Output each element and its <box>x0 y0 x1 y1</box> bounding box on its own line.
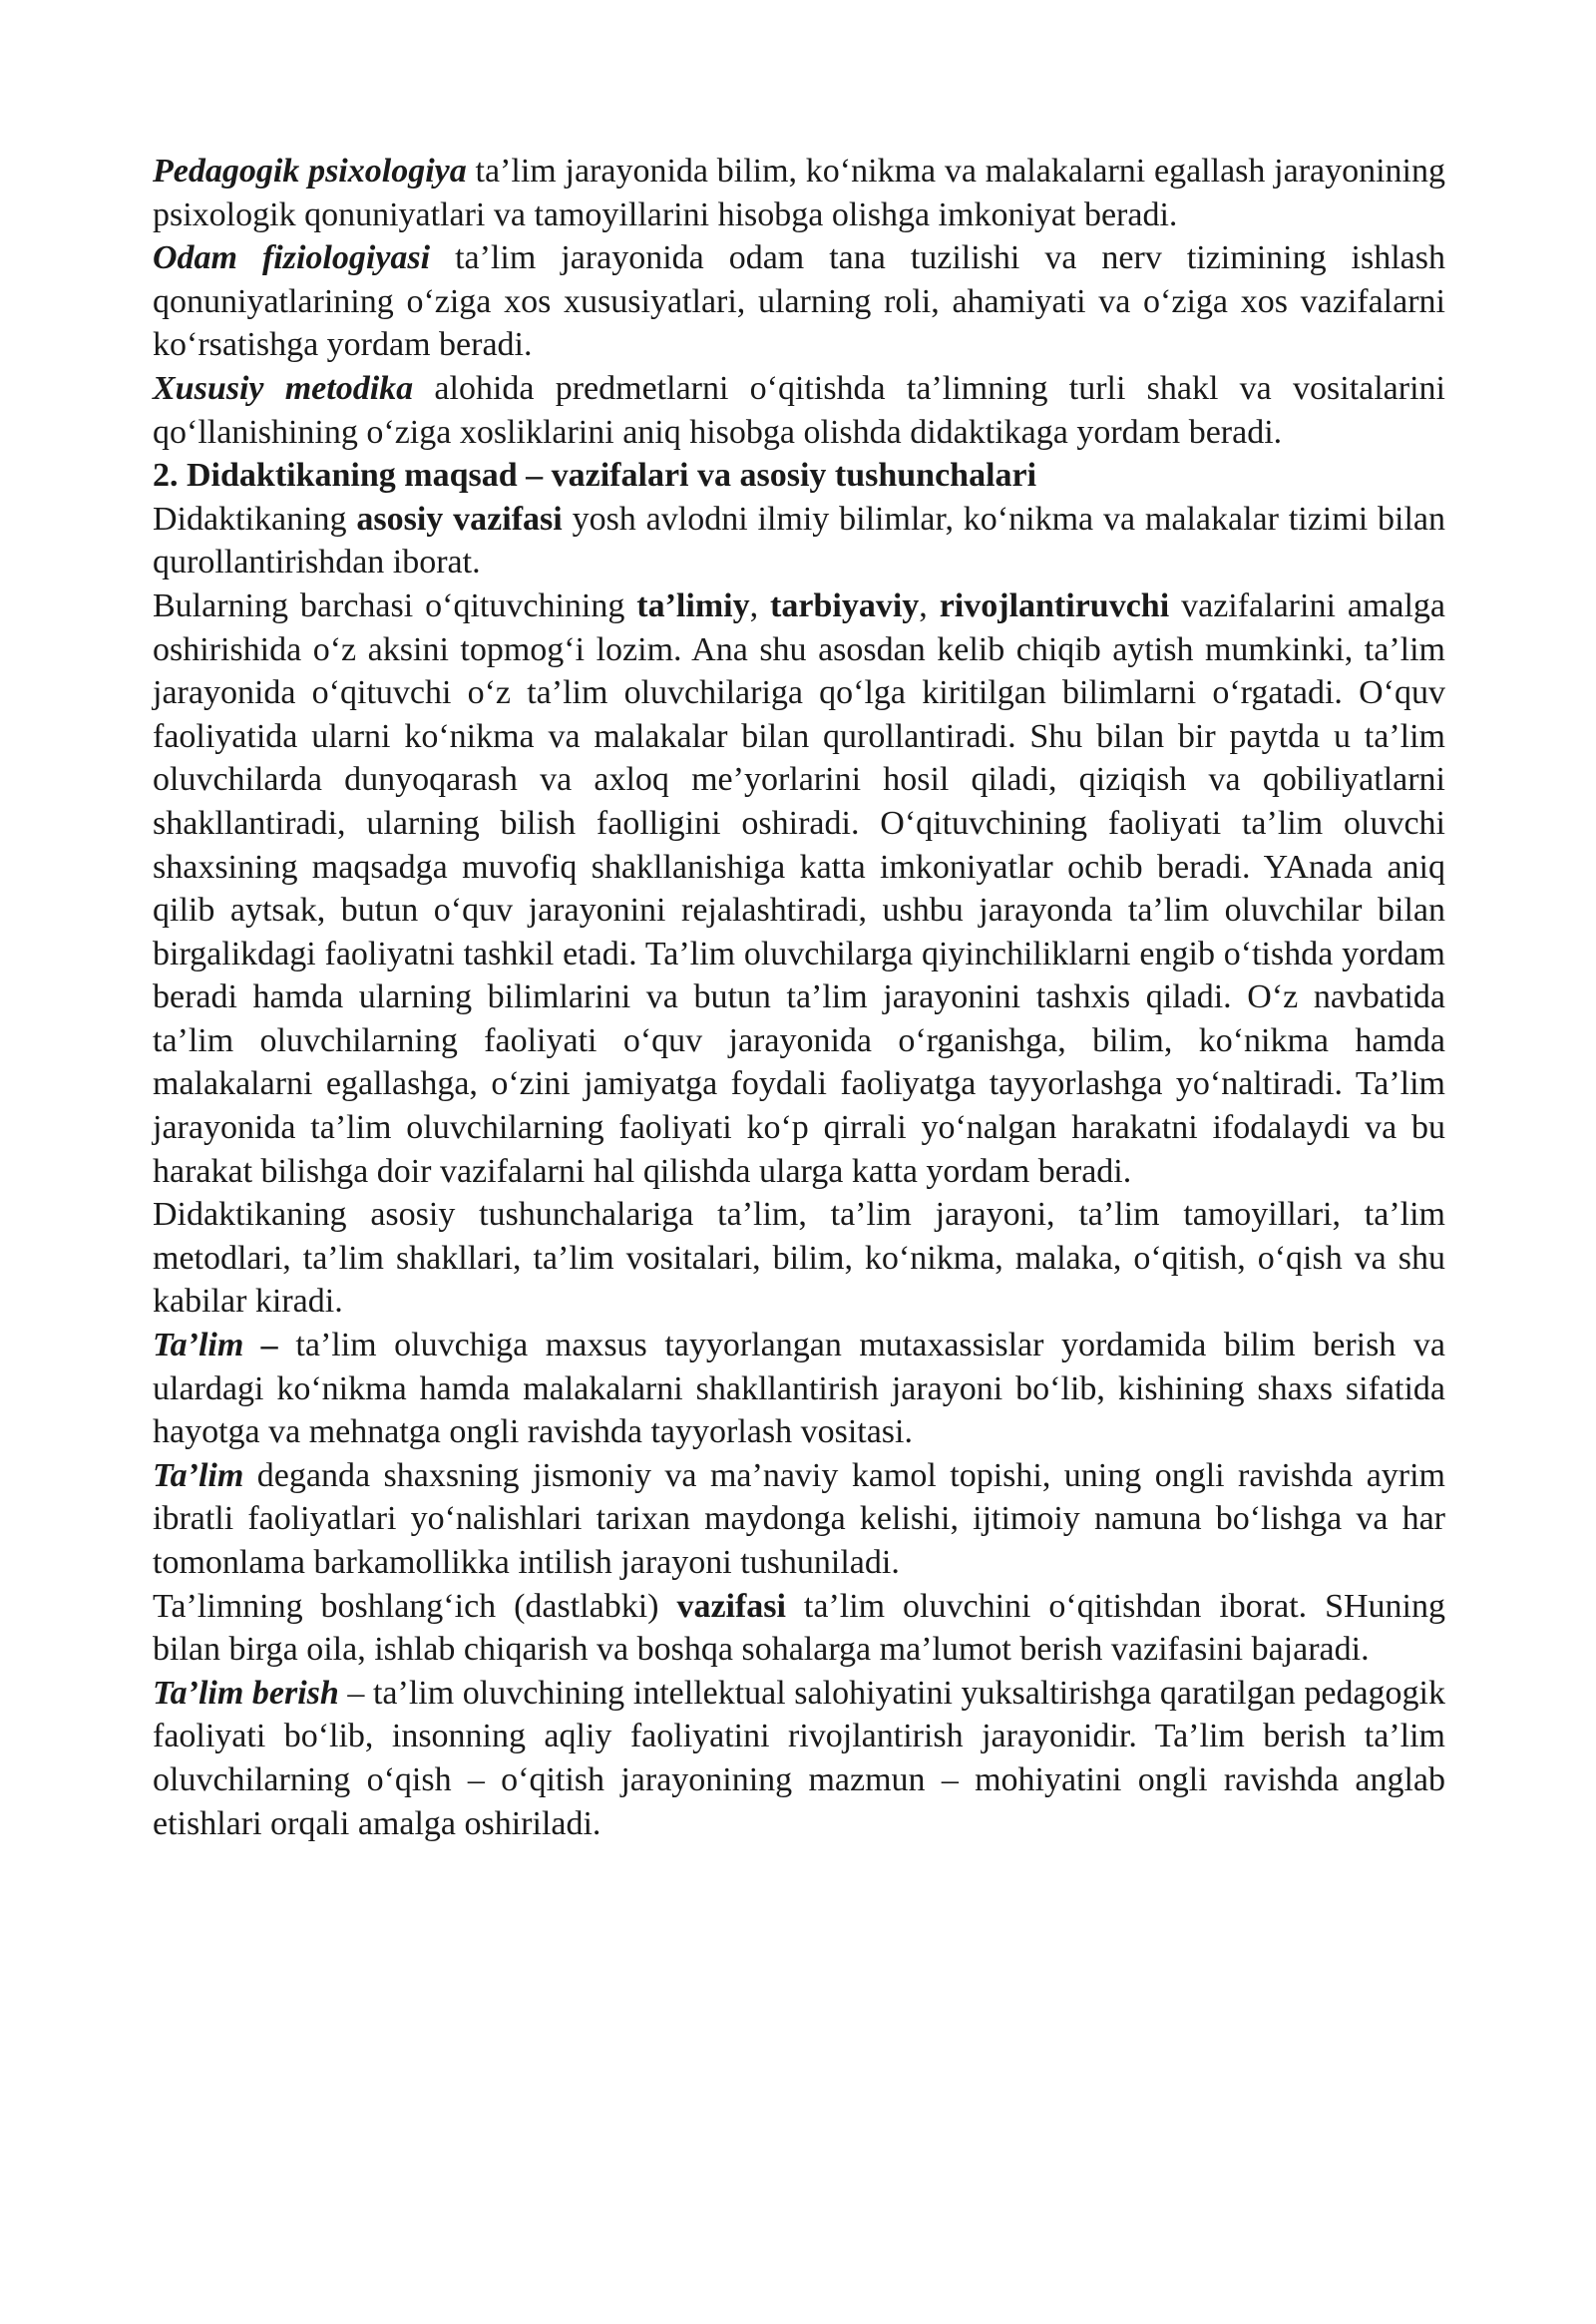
text-run: Ta’limning boshlang‘ich (dastlabki) <box>153 1587 677 1625</box>
text-run: Bularning barchasi o‘qituvchining <box>153 586 637 624</box>
term-emphasis: tarbiyaviy <box>770 586 920 624</box>
text-run: – ta’lim oluvchining intellektual salohiyatini yuksaltirishga qaratilgan pedagogik faoliyati bo‘lib, insonning aqliy faoliyatini rivojlantirish jarayonidir. Ta’lim berish ta’lim oluvchilarning o‘qish – o‘qitish jarayonining mazmun – mohiyatini ongli ravishda anglab etishlari orqali amalga oshiriladi. <box>153 1674 1446 1842</box>
text-run: Didaktikaning asosiy tushunchalariga ta’lim, ta’lim jarayoni, ta’lim tamoyillari, ta’lim metodlari, ta’lim shakllari, ta’lim vositalari, bilim, ko‘nikma, malaka, o‘qitish, o‘qish va shu kabilar kiradi. <box>153 1196 1445 1321</box>
paragraph-p8 <box>153 1454 1445 1585</box>
text-run: alohida predmetlarni o‘qitishda ta’limning turli shakl va vositalarini qo‘llanishining o‘ziga xosliklarini aniq hisobga olishda didaktikaga yordam beradi. <box>153 369 1445 451</box>
term-emphasis: vazifasi <box>676 1587 786 1625</box>
paragraph-p7 <box>153 1324 1445 1454</box>
document-page <box>153 150 1445 1845</box>
term-emphasis: Ta’lim <box>153 1456 244 1494</box>
text-run: vazifalarini amalga oshirishida o‘z aksini topmog‘i lozim. Ana shu asosdan kelib chiqib aytish mumkinki, ta’lim jarayonida o‘qituvchi o‘z ta’lim oluvchilariga qo‘lga kiritilgan bilimlarni o‘rgatadi. O‘quv faoliyatida ularni ko‘nikma va malakalar bilan qurollantiradi. Shu bilan bir paytda u ta’lim oluvchilarda dunyoqarash va axloq me’yorlarini hosil qiladi, qiziqish va qobiliyatlarni shakllantiradi, ularning bilish faolligini oshiradi. O‘qituvchining faoliyati ta’lim oluvchi shaxsining maqsadga muvofiq shakllanishiga katta imkoniyatlar ochib beradi. YAnada aniq qilib aytsak, butun o‘quv jarayonini rejalashtiradi, ushbu jarayonda ta’lim oluvchilar bilan birgalikdagi faoliyatni tashkil etadi. Ta’lim oluvchilarga qiyinchiliklarni engib o‘tishda yordam beradi hamda ularning bilimlarini va butun ta’lim jarayonini tashxis qiladi. O‘z navbatida ta’lim oluvchilarning faoliyati o‘quv jarayonida o‘rganishga, bilim, ko‘nikma hamda malakalarni egallashga, o‘zini jamiyatga foydali faoliyatga tayyorlashga yo‘naltiradi. Ta’lim jarayonida ta’lim oluvchilarning faoliyati ko‘p qirrali yo‘nalgan harakatni ifodalaydi va bu harakat bilishga doir vazifalarni hal qilishda ularga katta yordam beradi. <box>153 586 1445 1190</box>
text-run: ta’lim jarayonida bilim, ko‘nikma va malakalarni egallash jarayonining psixologik qonuniyatlari va tamoyillarini hisobga olishga imkoniyat beradi. <box>153 153 1446 233</box>
term-emphasis: rivojlantiruvchi <box>939 586 1170 624</box>
term-emphasis: ta’limiy <box>636 586 750 624</box>
paragraph-p3 <box>153 367 1445 454</box>
paragraph-p10 <box>153 1672 1445 1845</box>
term-emphasis: Odam fiziologiyasi <box>153 239 431 277</box>
paragraph-p9 <box>153 1585 1445 1672</box>
text-run: yosh avlodni ilmiy bilimlar, ko‘nikma va malakalar tizimi bilan qurollantirishdan iborat. <box>153 500 1445 581</box>
text-run: deganda shaxsning jismoniy va ma’naviy kamol topishi, uning ongli ravishda ayrim ibratli faoliyatlari yo‘nalishlari tarixan maydonga kelishi, ijtimoiy namuna bo‘lishga va har tomonlama barkamollikka intilish jarayoni tushuniladi. <box>153 1456 1445 1581</box>
paragraph-p5 <box>153 584 1445 1193</box>
text-run: Didaktikaning <box>153 500 357 538</box>
term-emphasis: Pedagogik psixologiya <box>153 153 467 190</box>
text-run: , <box>749 586 771 624</box>
text-run: , <box>919 586 940 624</box>
term-emphasis: Xususiy metodika <box>153 369 414 407</box>
term-emphasis: Ta’lim berish <box>153 1674 339 1712</box>
paragraph-p2 <box>153 236 1445 367</box>
section-heading <box>153 454 1445 498</box>
term-emphasis: asosiy vazifasi <box>356 500 563 538</box>
term-emphasis: Ta’lim – <box>153 1327 278 1364</box>
text-run: ta’lim jarayonida odam tana tuzilishi va nerv tizimining ishlash qonuniyatlarining o‘ziga xos xususiyatlari, ularning roli, ahamiyati va o‘ziga xos vazifalarni ko‘rsatishga yordam beradi. <box>153 239 1446 364</box>
text-run: ta’lim oluvchini o‘qitishdan iborat. SHuning bilan birga oila, ishlab chiqarish va boshqa sohalarga ma’lumot berish vazifasini bajaradi. <box>153 1587 1445 1669</box>
paragraph-p1 <box>153 150 1445 236</box>
text-run: ta’lim oluvchiga maxsus tayyorlangan mutaxassislar yordamida bilim berish va ulardagi ko‘nikma hamda malakalarni shakllantirish jarayoni bo‘lib, kishining shaxs sifatida hayotga va mehnatga ongli ravishda tayyorlash vositasi. <box>153 1327 1445 1451</box>
paragraph-p6 <box>153 1193 1445 1324</box>
paragraph-p4 <box>153 498 1445 584</box>
text-run: 2. Didaktikaning maqsad – vazifalari va asosiy tushunchalari <box>153 457 1037 495</box>
